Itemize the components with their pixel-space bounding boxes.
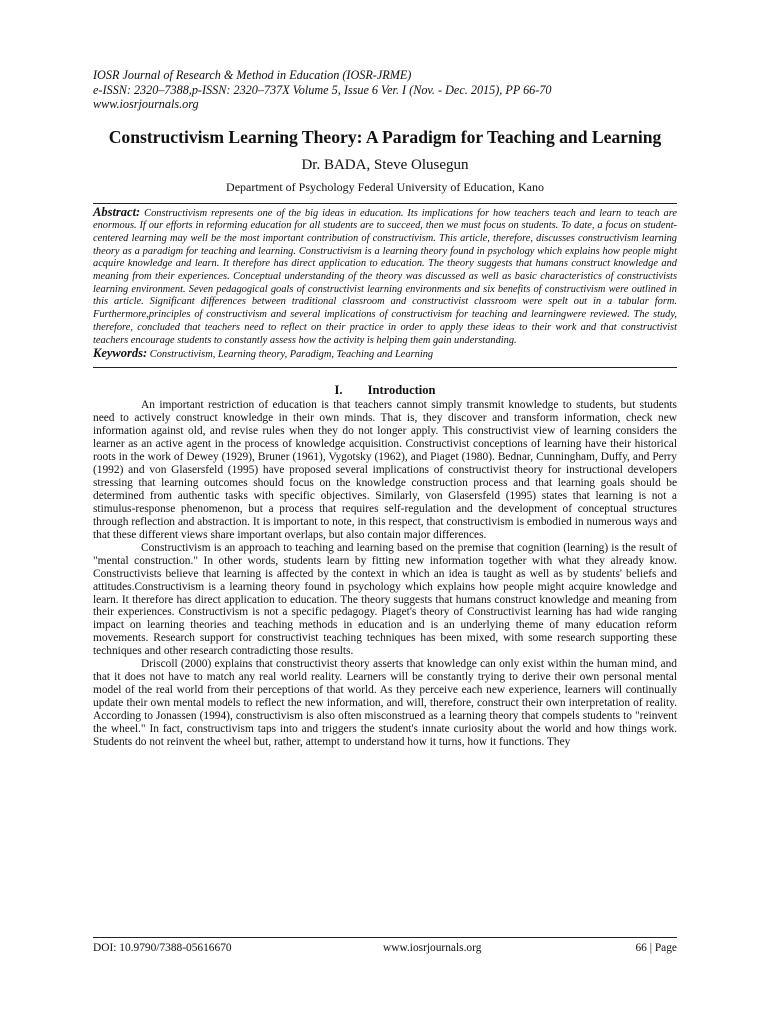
keywords (93, 347, 677, 361)
section-title: Introduction (367, 383, 436, 398)
keywords-label: Keywords: (93, 346, 148, 361)
abstract-text: Constructivism represents one of the big ideas in education. Its implications for how teachers teach and learn to teach are enormous. If our efforts in reforming education for all students are to succeed, then we must focus on students. To date, a focus on student-centered learning may well be the most important contribution of constructivism. This article, therefore, discusses constructivism learning theory as a paradigm for teaching and learning. Constructivism is a learning theory found in psychology which explains how people might acquire knowledge and learn. It therefore has direct application to education. The theory suggests that humans construct knowledge and meaning from their experiences. Conceptual understanding of the theory was discussed as well as basic characteristics of constructivists learning environment. Seven pedagogical goals of constructivist learning environments and six benefits of constructivism were outlined in this article. Significant differences between traditional classroom and constructivist classroom were spelt out in a tabular form. Furthermore,principles of constructivism and several implications of constructivism for teaching and learningwere reviewed. The study, therefore, concluded that teachers need to reflect on their practice in order to apply these ideas to their work and that constructivist teachers encourage students to constantly assess how the activity is helping them gain understanding. (93, 207, 677, 346)
abstract-label: Abstract: (93, 204, 141, 219)
page-footer (93, 937, 677, 954)
paragraph: Constructivism is an approach to teaching and learning based on the premise that cognition (learning) is the result of "mental construction." In other words, students learn by fitting new information together with what they already know. Constructivists believe that learning is affected by the context in which an idea is taught as well as by students' beliefs and attitudes.Constructivism is a learning theory found in psychology which explains how people might acquire knowledge and learn. It therefore has direct application to education. The theory suggests that humans construct knowledge and meaning from their experiences. Constructivism is not a specific pedagogy. Piaget's theory of Constructivist learning has had wide ranging impact on learning theories and teaching methods in education and is an underlying theme of many education reform movements. Research support for constructivist teaching techniques has been mixed, with some research supporting these techniques and other research contradicting those results. (93, 541, 677, 658)
journal-header (93, 68, 677, 112)
divider (93, 203, 677, 204)
section-body (93, 399, 677, 749)
section-heading (93, 383, 677, 398)
abstract (93, 206, 677, 348)
author-affiliation: Department of Psychology Federal University of Education, Kano (226, 179, 544, 194)
journal-name: IOSR Journal of Research & Method in Education (IOSR-JRME) (93, 68, 412, 82)
paper-title: Constructivism Learning Theory: A Paradigm for Teaching and Learning (108, 126, 662, 147)
journal-issn: e-ISSN: 2320–7388,p-ISSN: 2320–737X Volume 5, Issue 6 Ver. I (Nov. - Dec. 2015), PP 66-70 (93, 82, 552, 97)
paragraph: An important restriction of education is that teachers cannot simply transmit knowledge to students, but students need to actively construct knowledge in their own minds. That is, they discover and transform information, check new information against old, and revise rules when they do not longer apply. This constructivist view of learning considers the learner as an active agent in the process of knowledge acquisition. Constructivist conceptions of learning have their historical roots in the work of Dewey (1929), Bruner (1961), Vygotsky (1962), and Piaget (1980). Bednar, Cunningham, Duffy, and Perry (1992) and von Glasersfeld (1995) have proposed several implications of constructivist theory for instructional developers stressing that learning outcomes should focus on the knowledge construction process and that learning goals should be determined from authentic tasks with specific objectives. Similarly, von Glasersfeld (1995) states that learning is not a stimulus-response phenomenon, but a process that requires self-regulation and the development of conceptual structures through reflection and abstraction. It is important to note, in this respect, that constructivism is embodied in numerous ways and that these different views share important overlaps, but also contain major differences. (93, 399, 677, 541)
paragraph: Driscoll (2000) explains that constructivist theory asserts that knowledge can only exist within the human mind, and that it does not have to match any real world reality. Learners will be constantly trying to derive their own personal mental model of the real world from their perceptions of that world. As they perceive each new experience, learners will continually update their own mental models to reflect the new information, and will, therefore, construct their own interpretation of reality. According to Jonassen (1994), constructivism is also often misconstrued as a learning theory that compels students to "reinvent the wheel." In fact, constructivism taps into and triggers the student's innate curiosity about the world and how things work. Students do not reinvent the wheel but, rather, attempt to understand how it turns, how it functions. They (93, 658, 677, 749)
footer-doi: DOI: 10.9790/7388-05616670 (93, 942, 232, 954)
paper-page (93, 68, 677, 749)
divider (93, 367, 677, 368)
paper-author: Dr. BADA, Steve Olusegun (301, 156, 469, 173)
journal-site[interactable]: www.iosrjournals.org (93, 97, 199, 111)
section-number: I. (334, 383, 343, 398)
footer-page-number: 66 | Page (635, 942, 677, 954)
keywords-text: Constructivism, Learning theory, Paradigm, Teaching and Learning (149, 349, 434, 361)
footer-site[interactable]: www.iosrjournals.org (383, 942, 482, 954)
